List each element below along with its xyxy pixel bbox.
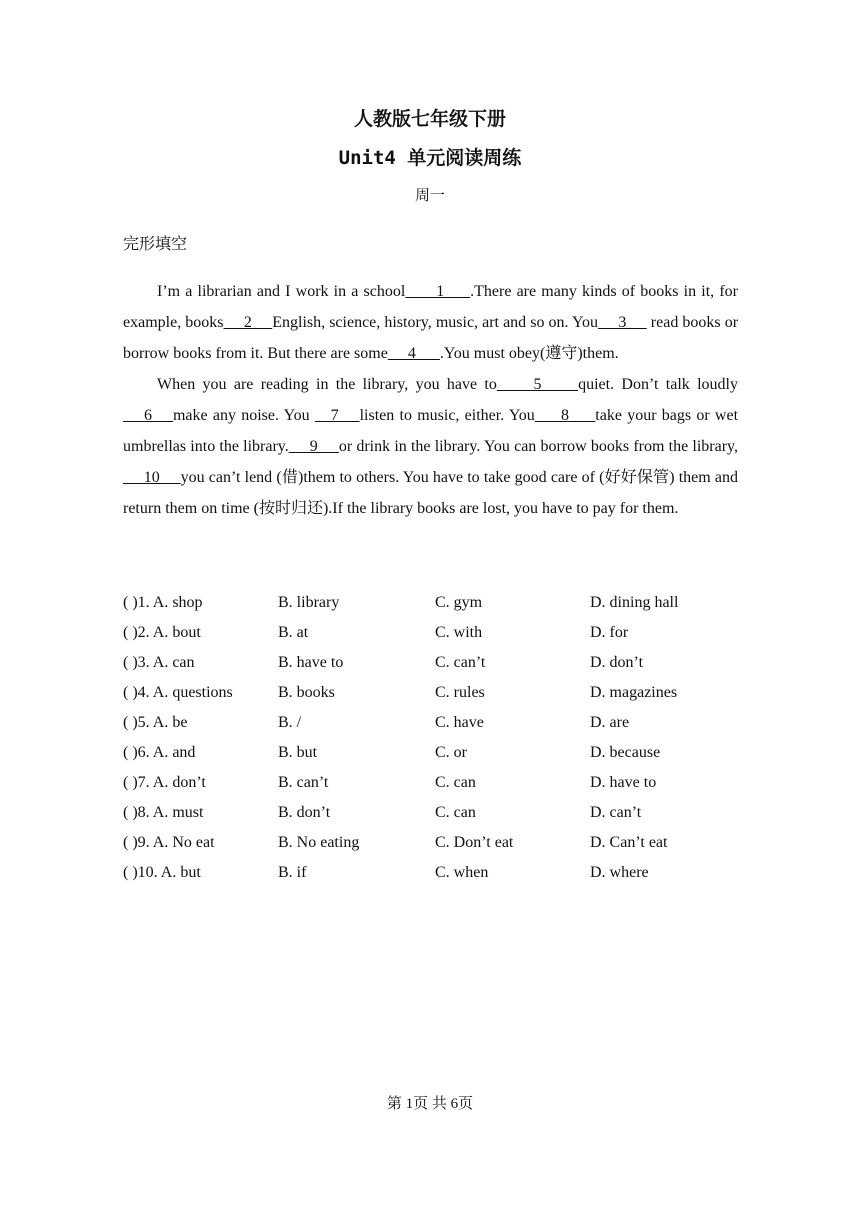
answer-blank[interactable]: 5	[496, 376, 579, 393]
option-b: B. can’t	[278, 774, 329, 791]
question-number-option-a[interactable]: ( )4. A. questions	[123, 684, 233, 701]
page-footer: 第 1页 共 6页	[386, 1096, 474, 1112]
option-b: B. at	[278, 624, 309, 641]
passage-paragraph-1	[123, 276, 738, 369]
option-b: B. have to	[278, 654, 344, 671]
answer-blank[interactable]: 1	[405, 283, 471, 300]
option-b: B. library	[278, 594, 340, 611]
option-d: D. don’t	[590, 654, 644, 671]
answer-blank[interactable]: 10	[123, 469, 181, 486]
question-row	[123, 738, 738, 768]
option-d: D. magazines	[590, 684, 678, 701]
option-c: C. Don’t eat	[435, 834, 514, 851]
question-number-option-a[interactable]: ( )5. A. be	[123, 714, 188, 731]
answer-blank[interactable]: 8	[534, 407, 596, 424]
answer-blank[interactable]: 9	[288, 438, 339, 455]
question-number-option-a[interactable]: ( )9. A. No eat	[123, 834, 215, 851]
question-row	[123, 768, 738, 798]
question-number-option-a[interactable]: ( )1. A. shop	[123, 594, 203, 611]
answer-blank[interactable]: 3	[597, 314, 647, 331]
option-b: B. but	[278, 744, 318, 761]
option-c: C. gym	[435, 594, 483, 611]
passage-text: you can’t lend (借)them to others. You have to take good care of (好好保管) them and return them on time (按时归还).If the library books are lost, you have to pay for them.	[123, 469, 738, 517]
option-d: D. have to	[590, 774, 657, 791]
answer-blank[interactable]: 6	[123, 407, 173, 424]
question-number-option-a[interactable]: ( )8. A. must	[123, 804, 204, 821]
passage-text: .You must obey(遵守)them.	[439, 345, 619, 362]
option-c: C. have	[435, 714, 484, 731]
option-d: D. where	[590, 864, 649, 881]
option-d: D. for	[590, 624, 629, 641]
question-row	[123, 588, 738, 618]
option-c: C. can	[435, 804, 476, 821]
passage-text: listen to music, either. You	[359, 407, 535, 424]
question-number-option-a[interactable]: ( )3. A. can	[123, 654, 195, 671]
option-c: C. rules	[435, 684, 485, 701]
option-d: D. can’t	[590, 804, 642, 821]
answer-blank[interactable]: 7	[314, 407, 360, 424]
question-row	[123, 618, 738, 648]
option-d: D. Can’t eat	[590, 834, 668, 851]
option-b: B. books	[278, 684, 335, 701]
passage-text: .There are many kinds of books in it, for example, books	[123, 283, 739, 331]
question-options-list	[123, 588, 738, 888]
answer-blank[interactable]: 4	[387, 345, 440, 362]
passage-text: make any noise. You	[172, 407, 315, 424]
passage-text: quiet. Don’t talk loudly	[578, 376, 738, 393]
question-row	[123, 708, 738, 738]
passage-text: or drink in the library. You can borrow books from the library,	[338, 438, 739, 455]
option-b: B. No eating	[278, 834, 360, 851]
option-c: C. can	[435, 774, 476, 791]
option-d: D. are	[590, 714, 630, 731]
document-subtitle: Unit4 单元阅读周练	[338, 147, 522, 169]
passage-paragraph-2	[123, 369, 738, 524]
passage-text: When you are reading in the library, you have to	[157, 376, 497, 393]
option-c: C. or	[435, 744, 467, 761]
cloze-passage	[123, 276, 738, 524]
question-row	[123, 798, 738, 828]
passage-text: take your bags or wet umbrellas into the library.	[123, 407, 739, 455]
question-number-option-a[interactable]: ( )6. A. and	[123, 744, 196, 761]
option-d: D. dining hall	[590, 594, 679, 611]
section-title: 完形填空	[123, 236, 188, 253]
question-row	[123, 828, 738, 858]
question-row	[123, 858, 738, 888]
question-row	[123, 648, 738, 678]
question-number-option-a[interactable]: ( )7. A. don’t	[123, 774, 206, 791]
passage-text: English, science, history, music, art and so on. You	[272, 314, 598, 331]
option-c: C. when	[435, 864, 489, 881]
document-title: 人教版七年级下册	[353, 109, 506, 130]
option-b: B. /	[278, 714, 302, 731]
question-row	[123, 678, 738, 708]
option-c: C. with	[435, 624, 483, 641]
option-d: D. because	[590, 744, 661, 761]
answer-blank[interactable]: 2	[223, 314, 273, 331]
passage-text: I’m a librarian and I work in a school	[157, 283, 406, 300]
day-label: 周一	[414, 188, 445, 204]
passage-text: read books or borrow books from it. But there are some	[123, 314, 739, 362]
option-c: C. can’t	[435, 654, 486, 671]
option-b: B. if	[278, 864, 307, 881]
option-b: B. don’t	[278, 804, 331, 821]
question-number-option-a[interactable]: ( )2. A. bout	[123, 624, 201, 641]
question-number-option-a[interactable]: ( )10. A. but	[123, 864, 201, 881]
